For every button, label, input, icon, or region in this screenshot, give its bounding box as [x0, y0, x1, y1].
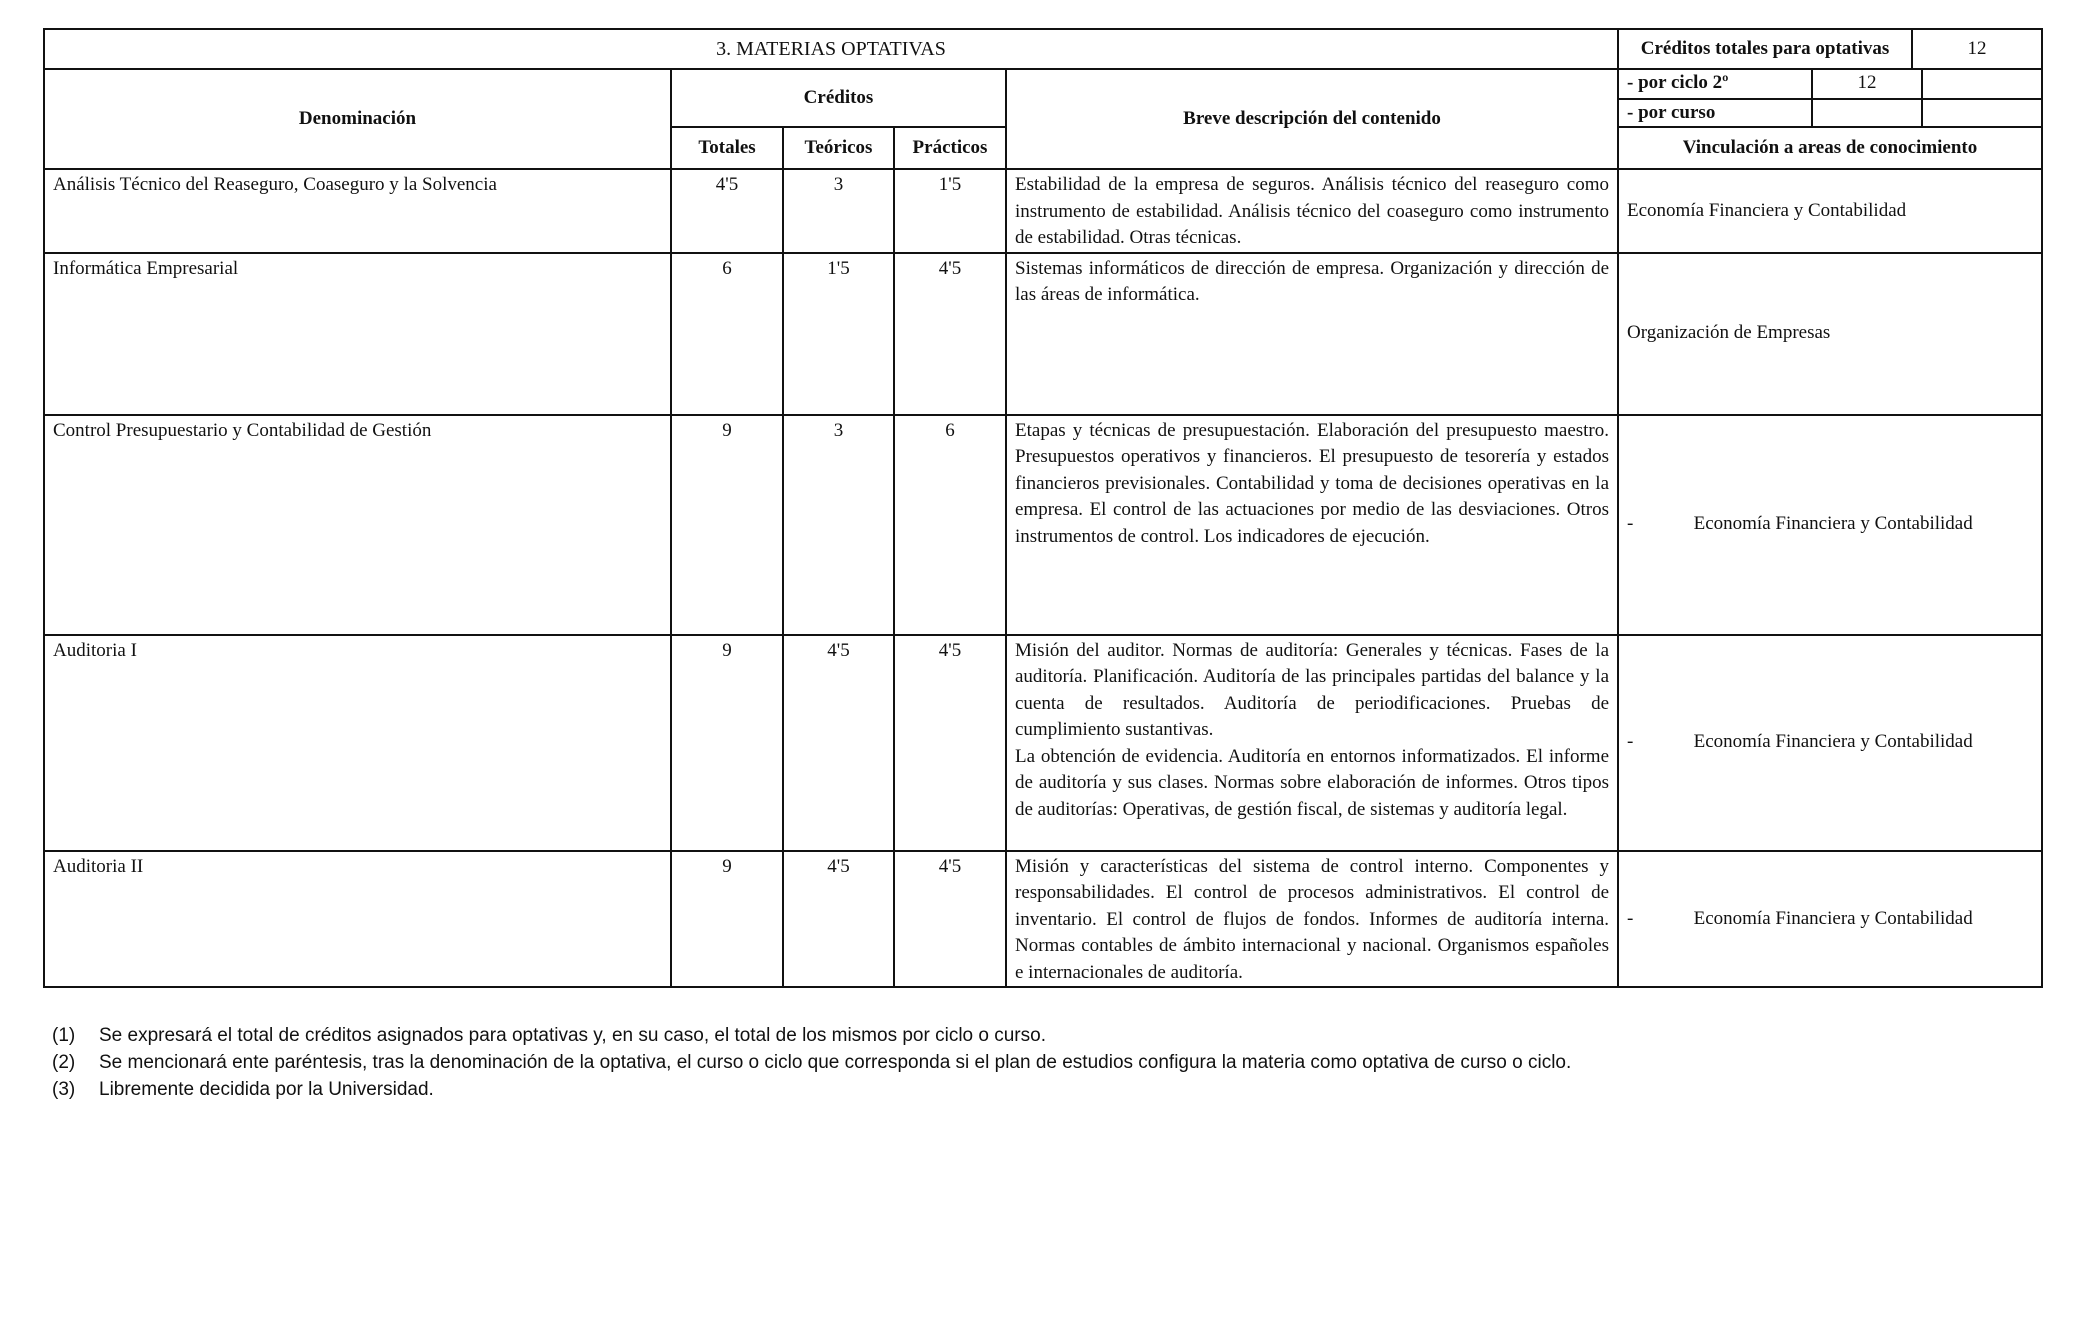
- table-title: 3. MATERIAS OPTATIVAS: [44, 29, 1618, 69]
- credits-totales: 6: [671, 253, 783, 415]
- por-ciclo-label: - por ciclo 2º: [1627, 72, 1729, 93]
- area-dash: -: [1627, 731, 1634, 753]
- subject-name: Control Presupuestario y Contabilidad de Gestión: [44, 415, 671, 635]
- col-teoricos: Teóricos: [783, 127, 894, 169]
- total-credits-value: 12: [1912, 29, 2042, 69]
- knowledge-area-text: Economía Financiera y Contabilidad: [1693, 907, 1973, 929]
- col-practicos: Prácticos: [894, 127, 1006, 169]
- credits-teoricos: 4'5: [783, 635, 894, 851]
- col-totales: Totales: [671, 127, 783, 169]
- credits-teoricos: 1'5: [783, 253, 894, 415]
- footnote: [52, 1022, 2042, 1049]
- optativas-table: [43, 28, 2043, 988]
- credits-teoricos: 4'5: [783, 851, 894, 988]
- col-vinculacion: Vinculación a areas de conocimiento: [1618, 127, 2042, 169]
- subject-name: Informática Empresarial: [44, 253, 671, 415]
- area-dash: -: [1627, 513, 1634, 535]
- credits-practicos: 6: [894, 415, 1006, 635]
- subject-name: Auditoria I: [44, 635, 671, 851]
- subject-name: Auditoria II: [44, 851, 671, 988]
- footnote-mark: (3): [52, 1079, 76, 1100]
- credits-totales: 9: [671, 635, 783, 851]
- footnote-text: Se mencionará ente paréntesis, tras la denominación de la optativa, el curso o ciclo que corresponda si el plan de estudios configura la materia como optativa de curso o ciclo.: [99, 1052, 1572, 1073]
- footnotes: [52, 1022, 2042, 1103]
- cycle-block: [1618, 69, 2042, 127]
- footnote: [52, 1076, 2042, 1103]
- knowledge-area-text: Economía Financiera y Contabilidad: [1693, 513, 1973, 535]
- area-dash: -: [1627, 907, 1634, 929]
- footnote: [52, 1049, 2042, 1076]
- col-creditos: Créditos: [671, 69, 1006, 127]
- credits-practicos: 4'5: [894, 851, 1006, 988]
- table-row: [44, 169, 2042, 253]
- table-row: [44, 415, 2042, 635]
- subject-description: [1006, 635, 1618, 851]
- footnote-text: Se expresará el total de créditos asignados para optativas y, en su caso, el total de los mismos por ciclo o curso.: [99, 1025, 1046, 1046]
- table-row: [44, 253, 2042, 415]
- footnote-text: Libremente decidida por la Universidad.: [99, 1079, 434, 1100]
- table-row: [44, 851, 2042, 988]
- subject-description: Misión y características del sistema de control interno. Componentes y responsabilidades. El control de procesos administrativos. El control de inventario. El control de flujos de fondos. Informes de auditoría interna. Normas contables de ámbito internacional y nacional. Organismos españoles e internacionales de auditoría.: [1006, 851, 1618, 988]
- subject-description: Estabilidad de la empresa de seguros. Análisis técnico del reaseguro como instrumento de estabilidad. Análisis técnico del coaseguro como instrumento de estabilidad. Otras técnicas.: [1006, 169, 1618, 253]
- col-denominacion: Denominación: [44, 69, 671, 169]
- subject-description: Etapas y técnicas de presupuestación. Elaboración del presupuesto maestro. Presupuestos operativos y financieros. El presupuesto de tesorería y estados financieros previsionales. Contabilidad y toma de decisiones operativas en la empresa. El control de las actuaciones por medio de las desviaciones. Otros instrumentos de control. Los indicadores de ejecución.: [1006, 415, 1618, 635]
- knowledge-area: Organización de Empresas: [1618, 253, 2042, 415]
- knowledge-area: [1618, 415, 2042, 635]
- col-descripcion: Breve descripción del contenido: [1006, 69, 1618, 169]
- por-ciclo-value: 12: [1811, 70, 1923, 98]
- table-row: [44, 635, 2042, 851]
- knowledge-area-text: Economía Financiera y Contabilidad: [1693, 731, 1973, 753]
- knowledge-area: Economía Financiera y Contabilidad: [1618, 169, 2042, 253]
- credits-totales: 4'5: [671, 169, 783, 253]
- credits-totales: 9: [671, 415, 783, 635]
- credits-teoricos: 3: [783, 415, 894, 635]
- subject-description-part2: La obtención de evidencia. Auditoría en entornos informatizados. El informe de auditoría y sus clases. Normas sobre elaboración de informes. Otros tipos de auditorías: Operativas, de gestión fiscal, de sistemas y auditoría legal.: [1015, 745, 1610, 820]
- credits-practicos: 4'5: [894, 635, 1006, 851]
- credits-practicos: 4'5: [894, 253, 1006, 415]
- por-curso-label: - por curso: [1627, 102, 1716, 123]
- knowledge-area: [1618, 635, 2042, 851]
- credits-teoricos: 3: [783, 169, 894, 253]
- total-credits-label: Créditos totales para optativas: [1618, 29, 1912, 69]
- subject-name: Análisis Técnico del Reaseguro, Coaseguro y la Solvencia: [44, 169, 671, 253]
- subject-description-part1: Misión del auditor. Normas de auditoría: Generales y técnicas. Fases de la auditoría. Planificación. Auditoría de las principales partidas del balance y la cuenta de resultados. Auditoría de periodificaciones. Pruebas de cumplimiento sustantivas.: [1015, 639, 1610, 740]
- knowledge-area: [1618, 851, 2042, 988]
- credits-totales: 9: [671, 851, 783, 988]
- credits-practicos: 1'5: [894, 169, 1006, 253]
- footnote-mark: (2): [52, 1052, 76, 1073]
- footnote-mark: (1): [52, 1025, 76, 1046]
- subject-description: Sistemas informáticos de dirección de empresa. Organización y dirección de las áreas de informática.: [1006, 253, 1618, 415]
